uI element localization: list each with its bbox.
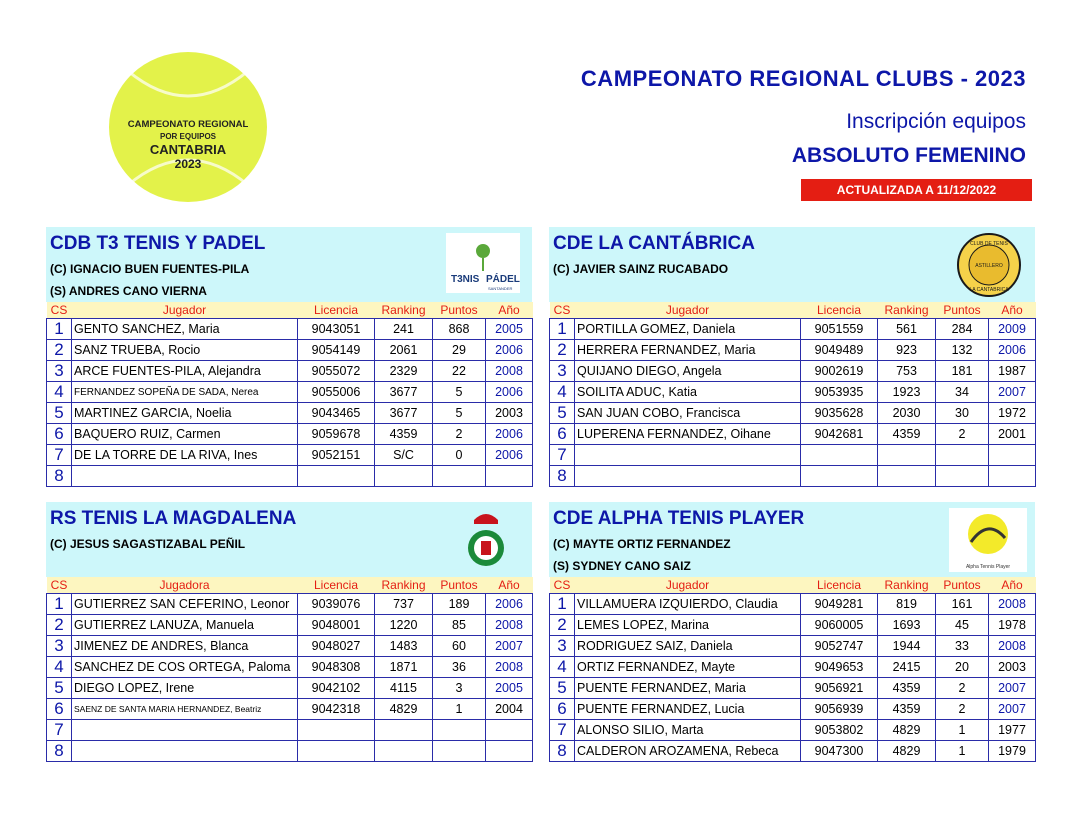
table-row xyxy=(47,340,533,361)
player-name-cell: DIEGO LOPEZ, Irene xyxy=(72,678,298,699)
ranking-cell: 1693 xyxy=(878,615,936,636)
captain-label: (S) SYDNEY CANO SAIZ xyxy=(553,559,691,573)
license-cell: 9052151 xyxy=(298,445,375,466)
table-header-row xyxy=(47,302,533,319)
ranking-cell: 1944 xyxy=(878,636,936,657)
license-cell: 9053935 xyxy=(801,382,878,403)
year-cell: 2007 xyxy=(989,678,1036,699)
ranking-cell: 4359 xyxy=(375,424,433,445)
points-cell xyxy=(936,445,989,466)
points-cell: 5 xyxy=(433,382,486,403)
year-cell: 1977 xyxy=(989,720,1036,741)
club-logo-text: ASTILLERO xyxy=(975,263,1003,269)
points-cell: 2 xyxy=(936,699,989,720)
year-cell: 2005 xyxy=(486,678,533,699)
points-cell: 22 xyxy=(433,361,486,382)
captain-label: (C) JAVIER SAINZ RUCABADO xyxy=(553,262,729,276)
player-name-cell: ALONSO SILIO, Marta xyxy=(575,720,801,741)
points-cell: 34 xyxy=(936,382,989,403)
player-name-cell: GUTIERREZ SAN CEFERINO, Leonor xyxy=(72,594,298,615)
table-header-row xyxy=(550,577,1036,594)
ranking-cell: 4359 xyxy=(878,699,936,720)
captain-label: (C) IGNACIO BUEN FUENTES-PILA xyxy=(50,262,250,276)
year-cell: 2006 xyxy=(989,340,1036,361)
license-cell: 9048027 xyxy=(298,636,375,657)
table-row xyxy=(47,361,533,382)
club-logo-alpha xyxy=(949,508,1027,572)
table-row xyxy=(47,636,533,657)
ranking-cell: 819 xyxy=(878,594,936,615)
table-row xyxy=(550,741,1036,762)
col-header-license: Licencia xyxy=(801,577,878,594)
cs-cell: 2 xyxy=(550,615,575,636)
license-cell: 9055006 xyxy=(298,382,375,403)
ranking-cell: 1483 xyxy=(375,636,433,657)
license-cell: 9059678 xyxy=(298,424,375,445)
cs-cell: 4 xyxy=(550,382,575,403)
points-cell: 33 xyxy=(936,636,989,657)
points-cell xyxy=(936,466,989,487)
license-cell: 9049281 xyxy=(801,594,878,615)
cs-cell: 1 xyxy=(47,319,72,340)
club-logo-text: PÁDEL xyxy=(486,274,520,285)
table-row xyxy=(550,636,1036,657)
points-cell: 868 xyxy=(433,319,486,340)
ranking-cell: 2329 xyxy=(375,361,433,382)
team-header xyxy=(549,502,1035,577)
cs-cell: 2 xyxy=(47,615,72,636)
col-header-points: Puntos xyxy=(433,302,486,319)
team-block xyxy=(549,502,1035,762)
col-header-year: Año xyxy=(486,577,533,594)
year-cell: 2005 xyxy=(486,319,533,340)
points-cell: 161 xyxy=(936,594,989,615)
page-subtitle: Inscripción equipos xyxy=(846,110,1026,133)
table-row xyxy=(550,678,1036,699)
ranking-cell: 4829 xyxy=(375,699,433,720)
player-name-cell xyxy=(575,466,801,487)
ranking-cell: 4359 xyxy=(878,678,936,699)
license-cell: 9042318 xyxy=(298,699,375,720)
player-name-cell: LUPERENA FERNANDEZ, Oihane xyxy=(575,424,801,445)
cs-cell: 6 xyxy=(550,424,575,445)
points-cell: 29 xyxy=(433,340,486,361)
points-cell: 132 xyxy=(936,340,989,361)
col-header-points: Puntos xyxy=(936,577,989,594)
player-name-cell: DE LA TORRE DE LA RIVA, Ines xyxy=(72,445,298,466)
cs-cell: 3 xyxy=(550,636,575,657)
ranking-cell: S/C xyxy=(375,445,433,466)
ranking-cell: 2030 xyxy=(878,403,936,424)
team-header xyxy=(46,227,532,302)
updated-badge: ACTUALIZADA A 11/12/2022 xyxy=(801,179,1032,201)
col-header-license: Licencia xyxy=(298,302,375,319)
player-name-cell xyxy=(72,720,298,741)
year-cell: 2008 xyxy=(486,657,533,678)
player-name-cell: ORTIZ FERNANDEZ, Mayte xyxy=(575,657,801,678)
table-row xyxy=(47,424,533,445)
category-title: ABSOLUTO FEMENINO xyxy=(791,144,1026,167)
points-cell: 3 xyxy=(433,678,486,699)
license-cell: 9048308 xyxy=(298,657,375,678)
player-name-cell: QUIJANO DIEGO, Angela xyxy=(575,361,801,382)
col-header-player: Jugador xyxy=(575,302,801,319)
table-row xyxy=(550,403,1036,424)
ranking-cell: 737 xyxy=(375,594,433,615)
year-cell xyxy=(486,720,533,741)
year-cell: 2008 xyxy=(989,594,1036,615)
points-cell: 45 xyxy=(936,615,989,636)
table-row xyxy=(550,361,1036,382)
player-name-cell: RODRIGUEZ SAIZ, Daniela xyxy=(575,636,801,657)
logo-line2: POR EQUIPOS xyxy=(159,132,217,141)
license-cell: 9055072 xyxy=(298,361,375,382)
points-cell xyxy=(433,720,486,741)
cs-cell: 8 xyxy=(47,741,72,762)
year-cell xyxy=(989,466,1036,487)
player-name-cell: CALDERON AROZAMENA, Rebeca xyxy=(575,741,801,762)
col-header-points: Puntos xyxy=(433,577,486,594)
points-cell: 2 xyxy=(936,424,989,445)
club-logo-cantabrica xyxy=(952,233,1026,297)
cs-cell: 6 xyxy=(47,424,72,445)
club-logo-text: CLUB DE TENIS xyxy=(970,241,1008,247)
col-header-license: Licencia xyxy=(801,302,878,319)
points-cell xyxy=(433,741,486,762)
license-cell: 9047300 xyxy=(801,741,878,762)
ranking-cell xyxy=(375,720,433,741)
year-cell: 2006 xyxy=(486,382,533,403)
ranking-cell xyxy=(375,466,433,487)
table-header-row xyxy=(550,302,1036,319)
col-header-player: Jugador xyxy=(72,302,298,319)
col-header-points: Puntos xyxy=(936,302,989,319)
table-row xyxy=(550,445,1036,466)
ranking-cell: 4829 xyxy=(878,720,936,741)
year-cell: 2008 xyxy=(486,361,533,382)
cs-cell: 1 xyxy=(47,594,72,615)
col-header-ranking: Ranking xyxy=(375,302,433,319)
player-name-cell: SANCHEZ DE COS ORTEGA, Paloma xyxy=(72,657,298,678)
table-row xyxy=(47,657,533,678)
cs-cell: 7 xyxy=(47,445,72,466)
cs-cell: 5 xyxy=(550,403,575,424)
table-row xyxy=(550,594,1036,615)
year-cell: 2003 xyxy=(486,403,533,424)
table-row xyxy=(550,424,1036,445)
ranking-cell: 2061 xyxy=(375,340,433,361)
cs-cell: 8 xyxy=(550,741,575,762)
player-name-cell: VILLAMUERA IZQUIERDO, Claudia xyxy=(575,594,801,615)
year-cell: 1972 xyxy=(989,403,1036,424)
points-cell: 5 xyxy=(433,403,486,424)
license-cell: 9056939 xyxy=(801,699,878,720)
col-header-cs: CS xyxy=(550,577,575,594)
license-cell: 9048001 xyxy=(298,615,375,636)
license-cell: 9043465 xyxy=(298,403,375,424)
table-header-row xyxy=(47,577,533,594)
player-name-cell: SOILITA ADUC, Katia xyxy=(575,382,801,403)
col-header-player: Jugador xyxy=(575,577,801,594)
points-cell: 1 xyxy=(936,741,989,762)
logo-line3: CANTABRIA xyxy=(149,142,227,157)
year-cell xyxy=(989,445,1036,466)
points-cell: 189 xyxy=(433,594,486,615)
year-cell: 2003 xyxy=(989,657,1036,678)
cs-cell: 4 xyxy=(47,382,72,403)
team-block xyxy=(46,502,532,762)
team-block xyxy=(549,227,1035,487)
ranking-cell: 3677 xyxy=(375,382,433,403)
club-logo-text: T3NIS xyxy=(451,274,480,285)
year-cell xyxy=(486,741,533,762)
year-cell: 2007 xyxy=(486,636,533,657)
table-row xyxy=(47,678,533,699)
player-name-cell: GENTO SANCHEZ, Maria xyxy=(72,319,298,340)
cs-cell: 1 xyxy=(550,319,575,340)
table-row xyxy=(550,657,1036,678)
points-cell: 2 xyxy=(936,678,989,699)
player-name-cell: FERNANDEZ SOPEÑA DE SADA, Nerea xyxy=(72,382,298,403)
points-cell: 181 xyxy=(936,361,989,382)
license-cell xyxy=(298,741,375,762)
player-name-cell: PUENTE FERNANDEZ, Maria xyxy=(575,678,801,699)
license-cell xyxy=(298,720,375,741)
table-row xyxy=(47,699,533,720)
year-cell: 2008 xyxy=(989,636,1036,657)
player-name-cell: LEMES LOPEZ, Marina xyxy=(575,615,801,636)
license-cell: 9053802 xyxy=(801,720,878,741)
col-header-ranking: Ranking xyxy=(878,577,936,594)
player-name-cell: SAN JUAN COBO, Francisca xyxy=(575,403,801,424)
year-cell: 2006 xyxy=(486,424,533,445)
table-row xyxy=(550,699,1036,720)
col-header-cs: CS xyxy=(550,302,575,319)
players-table xyxy=(549,302,1036,487)
logo-line4: 2023 xyxy=(174,157,202,171)
ranking-cell: 4359 xyxy=(878,424,936,445)
cs-cell: 5 xyxy=(550,678,575,699)
year-cell: 2004 xyxy=(486,699,533,720)
table-row xyxy=(47,319,533,340)
col-header-cs: CS xyxy=(47,577,72,594)
license-cell: 9002619 xyxy=(801,361,878,382)
cs-cell: 2 xyxy=(550,340,575,361)
year-cell: 2006 xyxy=(486,445,533,466)
player-name-cell: BAQUERO RUIZ, Carmen xyxy=(72,424,298,445)
cs-cell: 8 xyxy=(550,466,575,487)
license-cell: 9051559 xyxy=(801,319,878,340)
year-cell: 2006 xyxy=(486,594,533,615)
col-header-ranking: Ranking xyxy=(375,577,433,594)
captain-label: (S) ANDRES CANO VIERNA xyxy=(50,284,207,298)
year-cell: 2001 xyxy=(989,424,1036,445)
year-cell: 2006 xyxy=(486,340,533,361)
cs-cell: 2 xyxy=(47,340,72,361)
player-name-cell: ARCE FUENTES-PILA, Alejandra xyxy=(72,361,298,382)
club-logo-t3 xyxy=(446,233,520,293)
license-cell: 9060005 xyxy=(801,615,878,636)
team-name: CDE LA CANTÁBRICA xyxy=(553,233,755,254)
license-cell: 9035628 xyxy=(801,403,878,424)
cs-cell: 3 xyxy=(47,636,72,657)
logo-line1: CAMPEONATO REGIONAL xyxy=(127,119,249,130)
year-cell: 2008 xyxy=(486,615,533,636)
table-row xyxy=(550,319,1036,340)
points-cell: 60 xyxy=(433,636,486,657)
points-cell: 1 xyxy=(433,699,486,720)
captain-label: (C) MAYTE ORTIZ FERNANDEZ xyxy=(553,537,731,551)
team-block xyxy=(46,227,532,487)
cs-cell: 3 xyxy=(47,361,72,382)
license-cell: 9043051 xyxy=(298,319,375,340)
ranking-cell: 1220 xyxy=(375,615,433,636)
points-cell: 36 xyxy=(433,657,486,678)
col-header-year: Año xyxy=(989,577,1036,594)
license-cell xyxy=(801,445,878,466)
team-name: RS TENIS LA MAGDALENA xyxy=(50,508,297,529)
cs-cell: 3 xyxy=(550,361,575,382)
license-cell xyxy=(298,466,375,487)
cs-cell: 8 xyxy=(47,466,72,487)
team-header xyxy=(46,502,532,577)
players-table xyxy=(549,577,1036,762)
cs-cell: 6 xyxy=(47,699,72,720)
cs-cell: 1 xyxy=(550,594,575,615)
license-cell: 9056921 xyxy=(801,678,878,699)
year-cell: 2007 xyxy=(989,382,1036,403)
ranking-cell: 561 xyxy=(878,319,936,340)
license-cell: 9042102 xyxy=(298,678,375,699)
col-header-cs: CS xyxy=(47,302,72,319)
year-cell: 1979 xyxy=(989,741,1036,762)
year-cell: 1978 xyxy=(989,615,1036,636)
table-row xyxy=(550,466,1036,487)
table-row xyxy=(47,403,533,424)
col-header-year: Año xyxy=(486,302,533,319)
players-table xyxy=(46,302,533,487)
table-row xyxy=(47,741,533,762)
points-cell: 30 xyxy=(936,403,989,424)
cs-cell: 7 xyxy=(550,720,575,741)
ranking-cell xyxy=(878,445,936,466)
ranking-cell: 4829 xyxy=(878,741,936,762)
player-name-cell: GUTIERREZ LANUZA, Manuela xyxy=(72,615,298,636)
table-row xyxy=(47,466,533,487)
cs-cell: 7 xyxy=(47,720,72,741)
table-row xyxy=(47,720,533,741)
team-name: CDE ALPHA TENIS PLAYER xyxy=(553,508,805,529)
player-name-cell: HERRERA FERNANDEZ, Maria xyxy=(575,340,801,361)
team-name: CDB T3 TENIS Y PADEL xyxy=(50,233,266,254)
table-row xyxy=(550,382,1036,403)
license-cell: 9054149 xyxy=(298,340,375,361)
cs-cell: 5 xyxy=(47,403,72,424)
year-cell: 2009 xyxy=(989,319,1036,340)
points-cell: 20 xyxy=(936,657,989,678)
player-name-cell xyxy=(575,445,801,466)
player-name-cell: PUENTE FERNANDEZ, Lucia xyxy=(575,699,801,720)
players-table xyxy=(46,577,533,762)
cs-cell: 7 xyxy=(550,445,575,466)
club-logo-text: Alpha Tennis Player xyxy=(965,564,1011,570)
table-row xyxy=(47,445,533,466)
player-name-cell: SANZ TRUEBA, Rocio xyxy=(72,340,298,361)
player-name-cell xyxy=(72,741,298,762)
table-row xyxy=(550,615,1036,636)
ranking-cell: 923 xyxy=(878,340,936,361)
table-row xyxy=(47,594,533,615)
cs-cell: 4 xyxy=(550,657,575,678)
tournament-logo xyxy=(108,51,268,204)
license-cell: 9039076 xyxy=(298,594,375,615)
team-header xyxy=(549,227,1035,302)
points-cell: 2 xyxy=(433,424,486,445)
col-header-player: Jugadora xyxy=(72,577,298,594)
club-logo-magdalena-crest xyxy=(466,508,506,570)
player-name-cell: SAENZ DE SANTA MARIA HERNANDEZ, Beatriz xyxy=(72,699,298,720)
club-logo-text: SANTANDER xyxy=(488,286,513,291)
ranking-cell: 1871 xyxy=(375,657,433,678)
year-cell xyxy=(486,466,533,487)
col-header-license: Licencia xyxy=(298,577,375,594)
year-cell: 2007 xyxy=(989,699,1036,720)
ranking-cell: 3677 xyxy=(375,403,433,424)
cs-cell: 5 xyxy=(47,678,72,699)
year-cell: 1987 xyxy=(989,361,1036,382)
page-title: CAMPEONATO REGIONAL CLUBS - 2023 xyxy=(580,66,1026,91)
ranking-cell: 241 xyxy=(375,319,433,340)
cs-cell: 6 xyxy=(550,699,575,720)
col-header-ranking: Ranking xyxy=(878,302,936,319)
cs-cell: 4 xyxy=(47,657,72,678)
points-cell: 1 xyxy=(936,720,989,741)
player-name-cell: PORTILLA GOMEZ, Daniela xyxy=(575,319,801,340)
table-row xyxy=(47,382,533,403)
player-name-cell xyxy=(72,466,298,487)
table-row xyxy=(550,720,1036,741)
license-cell: 9049653 xyxy=(801,657,878,678)
points-cell: 85 xyxy=(433,615,486,636)
license-cell: 9042681 xyxy=(801,424,878,445)
ranking-cell: 4115 xyxy=(375,678,433,699)
player-name-cell: MARTINEZ GARCIA, Noelia xyxy=(72,403,298,424)
table-row xyxy=(550,340,1036,361)
points-cell xyxy=(433,466,486,487)
license-cell: 9052747 xyxy=(801,636,878,657)
col-header-year: Año xyxy=(989,302,1036,319)
ranking-cell: 1923 xyxy=(878,382,936,403)
points-cell: 0 xyxy=(433,445,486,466)
table-row xyxy=(47,615,533,636)
captain-label: (C) JESUS SAGASTIZABAL PEÑIL xyxy=(50,537,246,551)
player-name-cell: JIMENEZ DE ANDRES, Blanca xyxy=(72,636,298,657)
license-cell xyxy=(801,466,878,487)
club-logo-text: LA CANTABRICA xyxy=(969,287,1009,293)
points-cell: 284 xyxy=(936,319,989,340)
ranking-cell xyxy=(878,466,936,487)
ranking-cell: 2415 xyxy=(878,657,936,678)
ranking-cell xyxy=(375,741,433,762)
license-cell: 9049489 xyxy=(801,340,878,361)
ranking-cell: 753 xyxy=(878,361,936,382)
